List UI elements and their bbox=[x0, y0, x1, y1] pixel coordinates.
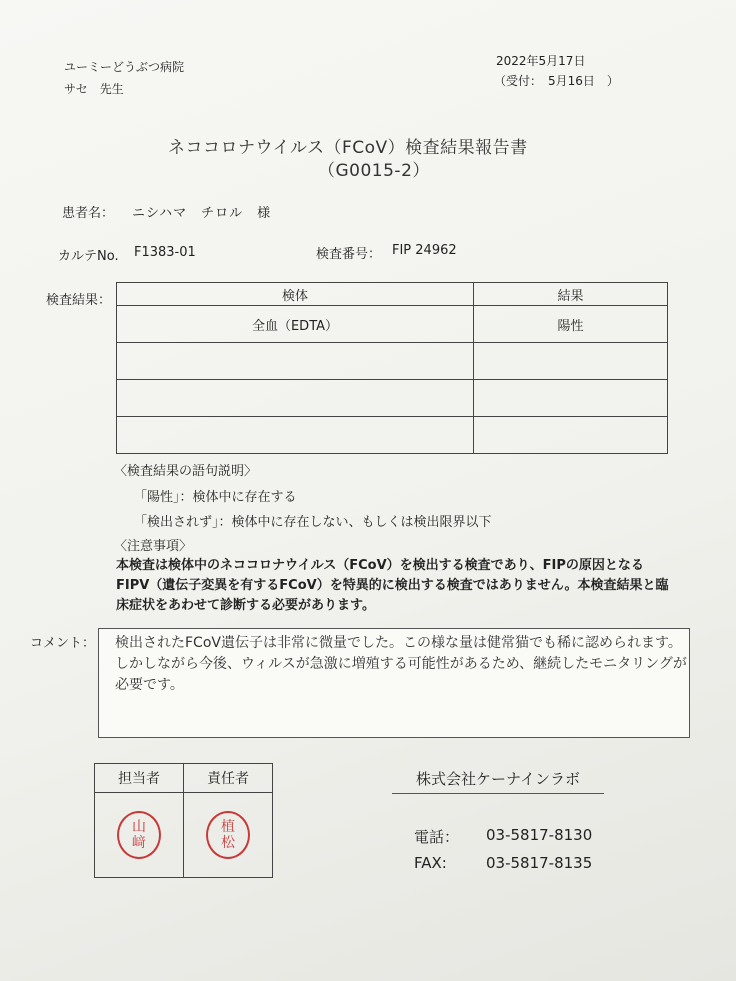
report-code: （G0015-2） bbox=[318, 161, 430, 181]
patient-label: 患者名： bbox=[62, 206, 115, 221]
seal-stamp-icon: 山 﨑 bbox=[117, 811, 161, 859]
specimen-cell: 全血（EDTA） bbox=[117, 306, 474, 343]
seal-stamp-icon: 植 松 bbox=[206, 811, 250, 859]
caution-heading: 〈注意事項〉 bbox=[114, 539, 193, 554]
specimen-cell bbox=[117, 380, 474, 417]
header-specimen: 検体 bbox=[117, 283, 474, 306]
supervisor-header: 責任者 bbox=[184, 764, 273, 793]
comment-label: コメント： bbox=[30, 636, 96, 651]
report-title: ネココロナウイルス（FCoV）検査結果報告書 bbox=[168, 138, 528, 158]
table-row bbox=[117, 417, 668, 454]
person-in-charge-header: 担当者 bbox=[95, 764, 184, 793]
fax-number: 03-5817-8135 bbox=[486, 854, 593, 872]
fax-label: FAX: bbox=[414, 854, 447, 872]
company-name: 株式会社ケーナインラボ bbox=[392, 768, 604, 794]
karte-label: カルテNo. bbox=[58, 249, 119, 264]
supervisor-seal-cell bbox=[184, 793, 273, 878]
comment-text: 検出されたFCoV遺伝子は非常に微量でした。この様な量は健常猫でも稀に認められます。しかしながら今後、ウィルスが急激に増殖する可能性があるため、継続したモニタリングが必要です。 bbox=[115, 635, 687, 693]
received-date: （受付： 5月16日 ） bbox=[494, 74, 619, 88]
table-row bbox=[117, 306, 668, 343]
result-cell bbox=[474, 343, 668, 380]
clinic-name: ユーミーどうぶつ病院 bbox=[64, 60, 185, 74]
patient-name: ニシハマ チロル 様 bbox=[132, 206, 272, 221]
tel-number: 03-5817-8130 bbox=[486, 826, 593, 844]
stamp-table bbox=[94, 763, 273, 878]
test-number: FIP 24962 bbox=[392, 243, 457, 258]
table-row bbox=[117, 380, 668, 417]
results-label: 検査結果： bbox=[46, 293, 112, 308]
results-table bbox=[116, 282, 668, 454]
glossary-heading: 〈検査結果の語句説明〉 bbox=[114, 464, 258, 479]
test-number-label: 検査番号： bbox=[316, 247, 382, 262]
glossary-item: 「検出されず」：検体中に存在しない、もしくは検出限界以下 bbox=[134, 515, 492, 530]
header-result: 結果 bbox=[474, 283, 668, 306]
comment-box bbox=[98, 628, 690, 738]
karte-number: F1383-01 bbox=[134, 245, 196, 260]
specimen-cell bbox=[117, 343, 474, 380]
person-in-charge-seal-cell bbox=[95, 793, 184, 878]
result-cell bbox=[474, 380, 668, 417]
results-header-row bbox=[117, 283, 668, 306]
tel-label: 電話： bbox=[414, 828, 460, 846]
glossary-item: 「陽性」：検体中に存在する bbox=[134, 490, 297, 505]
caution-text: 本検査は検体中のネココロナウイルス（FCoV）を検出する検査であり、FIPの原因となるFIPV（遺伝子変異を有するFCoV）を特異的に検出する検査ではありません。本検査結果と臨床症状をあわせて診断する必要があります。 bbox=[116, 558, 669, 613]
table-row bbox=[117, 343, 668, 380]
doctor-name: サセ 先生 bbox=[64, 82, 124, 96]
result-cell: 陽性 bbox=[474, 306, 668, 343]
specimen-cell bbox=[117, 417, 474, 454]
result-cell bbox=[474, 417, 668, 454]
report-date: 2022年5月17日 bbox=[496, 54, 586, 68]
